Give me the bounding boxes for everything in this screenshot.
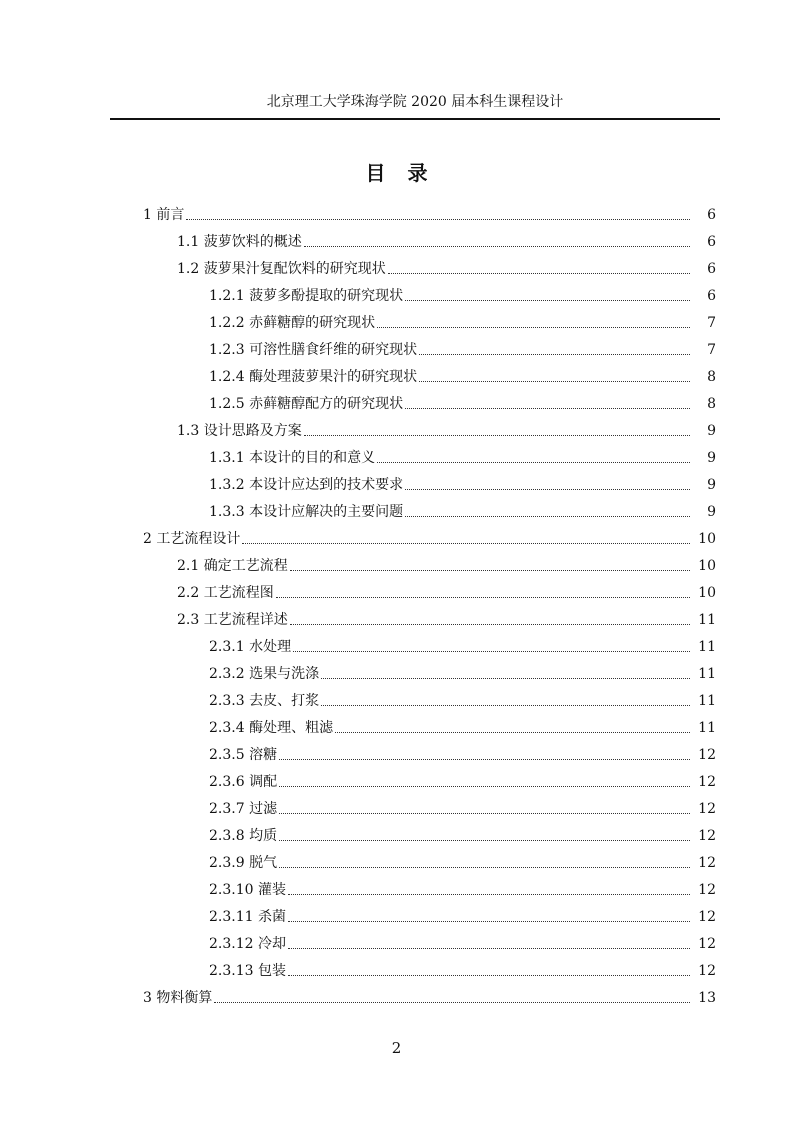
toc-entry-page: 12 bbox=[698, 801, 716, 817]
toc-dot-leader bbox=[304, 435, 690, 436]
toc-entry[interactable] bbox=[0, 440, 793, 467]
toc-entry-page: 12 bbox=[698, 774, 716, 790]
toc-dot-leader bbox=[279, 867, 690, 868]
toc-dot-leader bbox=[279, 840, 690, 841]
toc-entry-page: 11 bbox=[698, 720, 716, 736]
toc-entry-label: 2.3.2 选果与洗涤 bbox=[209, 666, 320, 682]
toc-entry-label: 1.2.5 赤藓糖醇配方的研究现状 bbox=[209, 396, 404, 412]
toc-entry[interactable] bbox=[0, 467, 793, 494]
toc-entry-page: 12 bbox=[698, 828, 716, 844]
toc-dot-leader bbox=[290, 570, 690, 571]
toc-entry-page: 11 bbox=[698, 666, 716, 682]
toc-dot-leader bbox=[335, 732, 690, 733]
toc-entry-label: 1.3.2 本设计应达到的技术要求 bbox=[209, 477, 404, 493]
toc-dot-leader bbox=[405, 489, 690, 490]
toc-entry-page: 6 bbox=[707, 207, 716, 223]
toc-entry-label: 2.3.9 脱气 bbox=[209, 855, 278, 871]
toc-dot-leader bbox=[288, 921, 690, 922]
toc-dot-leader bbox=[405, 300, 690, 301]
toc-entry[interactable] bbox=[0, 602, 793, 629]
toc-dot-leader bbox=[290, 624, 690, 625]
toc-entry[interactable] bbox=[0, 899, 793, 926]
toc-entry-label: 2.3.6 调配 bbox=[209, 774, 278, 790]
toc-entry[interactable] bbox=[0, 494, 793, 521]
toc-entry[interactable] bbox=[0, 224, 793, 251]
toc-entry-page: 9 bbox=[707, 450, 716, 466]
toc-entry-page: 11 bbox=[698, 639, 716, 655]
toc-entry[interactable] bbox=[0, 710, 793, 737]
toc-dot-leader bbox=[405, 516, 690, 517]
page-header: 北京理工大学珠海学院 2020 届本科生课程设计 bbox=[266, 94, 564, 110]
toc-entry-page: 13 bbox=[698, 990, 716, 1006]
toc-dot-leader bbox=[288, 975, 690, 976]
toc-entry-label: 2.3.7 过滤 bbox=[209, 801, 278, 817]
toc-entry[interactable] bbox=[0, 359, 793, 386]
toc-entry-label: 2.3.11 杀菌 bbox=[209, 909, 286, 925]
toc-entry[interactable] bbox=[0, 278, 793, 305]
toc-entry-page: 7 bbox=[707, 315, 716, 331]
toc-entry-label: 2.3 工艺流程详述 bbox=[177, 612, 288, 628]
toc-entry[interactable] bbox=[0, 386, 793, 413]
toc-entry-page: 12 bbox=[698, 909, 716, 925]
toc-entry-page: 12 bbox=[698, 747, 716, 763]
toc-entry[interactable] bbox=[0, 413, 793, 440]
toc-dot-leader bbox=[388, 273, 690, 274]
toc-entry-page: 6 bbox=[707, 288, 716, 304]
header-rule bbox=[110, 118, 720, 120]
toc-entry-label: 1.3.1 本设计的目的和意义 bbox=[209, 450, 376, 466]
toc-entry-label: 1.2.1 菠萝多酚提取的研究现状 bbox=[209, 288, 404, 304]
page-number: 2 bbox=[391, 1039, 402, 1057]
toc-entry-page: 7 bbox=[707, 342, 716, 358]
toc-entry-page: 10 bbox=[698, 585, 716, 601]
toc-entry-label: 2 工艺流程设计 bbox=[143, 531, 241, 547]
toc-entry[interactable] bbox=[0, 656, 793, 683]
toc-entry[interactable] bbox=[0, 251, 793, 278]
toc-entry[interactable] bbox=[0, 845, 793, 872]
toc-entry-label: 1.3 设计思路及方案 bbox=[177, 423, 302, 439]
toc-dot-leader bbox=[377, 327, 690, 328]
toc-entry-page: 8 bbox=[707, 396, 716, 412]
toc-entry-label: 2.3.12 冷却 bbox=[209, 936, 286, 952]
toc-entry[interactable] bbox=[0, 548, 793, 575]
toc-entry-label: 2.3.13 包装 bbox=[209, 963, 286, 979]
toc-dot-leader bbox=[321, 705, 690, 706]
toc-entry-label: 2.3.3 去皮、打浆 bbox=[209, 693, 320, 709]
toc-dot-leader bbox=[304, 246, 690, 247]
toc-entry-label: 1.2 菠萝果汁复配饮料的研究现状 bbox=[177, 261, 386, 277]
toc-entry-page: 12 bbox=[698, 936, 716, 952]
toc-dot-leader bbox=[288, 948, 690, 949]
toc-title: 目录 bbox=[365, 161, 450, 185]
toc-entry[interactable] bbox=[0, 980, 793, 1007]
toc-dot-leader bbox=[279, 786, 690, 787]
toc-dot-leader bbox=[321, 678, 690, 679]
toc-entry-label: 2.3.10 灌装 bbox=[209, 882, 286, 898]
toc-dot-leader bbox=[279, 813, 690, 814]
toc-entry-label: 1.1 菠萝饮料的概述 bbox=[177, 234, 302, 250]
toc-entry-page: 9 bbox=[707, 504, 716, 520]
toc-entry-page: 9 bbox=[707, 423, 716, 439]
toc-entry[interactable] bbox=[0, 818, 793, 845]
toc-dot-leader bbox=[242, 543, 690, 544]
toc-dot-leader bbox=[293, 651, 690, 652]
toc-entry[interactable] bbox=[0, 926, 793, 953]
toc-entry-page: 12 bbox=[698, 855, 716, 871]
toc-entry-page: 8 bbox=[707, 369, 716, 385]
toc-entry-label: 1.2.3 可溶性膳食纤维的研究现状 bbox=[209, 342, 418, 358]
toc-entry[interactable] bbox=[0, 953, 793, 980]
toc-dot-leader bbox=[419, 354, 690, 355]
toc-entry-label: 2.3.4 酶处理、粗滤 bbox=[209, 720, 334, 736]
toc-dot-leader bbox=[405, 408, 690, 409]
toc-dot-leader bbox=[279, 759, 690, 760]
toc-entry-label: 2.2 工艺流程图 bbox=[177, 585, 274, 601]
toc-entry[interactable] bbox=[0, 791, 793, 818]
toc-entry[interactable] bbox=[0, 332, 793, 359]
toc-entry-page: 12 bbox=[698, 882, 716, 898]
table-of-contents bbox=[0, 197, 793, 1007]
toc-entry[interactable] bbox=[0, 764, 793, 791]
toc-entry-label: 1.2.2 赤藓糖醇的研究现状 bbox=[209, 315, 376, 331]
toc-entry-page: 10 bbox=[698, 531, 716, 547]
toc-dot-leader bbox=[288, 894, 690, 895]
toc-entry-label: 1.2.4 酶处理菠萝果汁的研究现状 bbox=[209, 369, 418, 385]
toc-dot-leader bbox=[419, 381, 690, 382]
toc-entry[interactable] bbox=[0, 683, 793, 710]
toc-entry-label: 1.3.3 本设计应解决的主要问题 bbox=[209, 504, 404, 520]
toc-entry-label: 2.3.5 溶糖 bbox=[209, 747, 278, 763]
toc-entry-page: 12 bbox=[698, 963, 716, 979]
toc-dot-leader bbox=[214, 1002, 690, 1003]
toc-entry-page: 10 bbox=[698, 558, 716, 574]
toc-entry-label: 2.3.8 均质 bbox=[209, 828, 278, 844]
toc-entry[interactable] bbox=[0, 575, 793, 602]
toc-dot-leader bbox=[276, 597, 690, 598]
toc-dot-leader bbox=[186, 219, 690, 220]
toc-entry-label: 1 前言 bbox=[143, 207, 185, 223]
toc-entry-label: 3 物料衡算 bbox=[143, 990, 213, 1006]
toc-entry[interactable] bbox=[0, 629, 793, 656]
toc-entry-page: 6 bbox=[707, 261, 716, 277]
toc-entry[interactable] bbox=[0, 197, 793, 224]
toc-entry-page: 11 bbox=[698, 612, 716, 628]
toc-entry[interactable] bbox=[0, 521, 793, 548]
toc-entry[interactable] bbox=[0, 737, 793, 764]
toc-entry-label: 2.1 确定工艺流程 bbox=[177, 558, 288, 574]
toc-entry-label: 2.3.1 水处理 bbox=[209, 639, 292, 655]
toc-entry[interactable] bbox=[0, 305, 793, 332]
toc-entry[interactable] bbox=[0, 872, 793, 899]
toc-entry-page: 9 bbox=[707, 477, 716, 493]
toc-dot-leader bbox=[377, 462, 690, 463]
toc-entry-page: 6 bbox=[707, 234, 716, 250]
toc-entry-page: 11 bbox=[698, 693, 716, 709]
